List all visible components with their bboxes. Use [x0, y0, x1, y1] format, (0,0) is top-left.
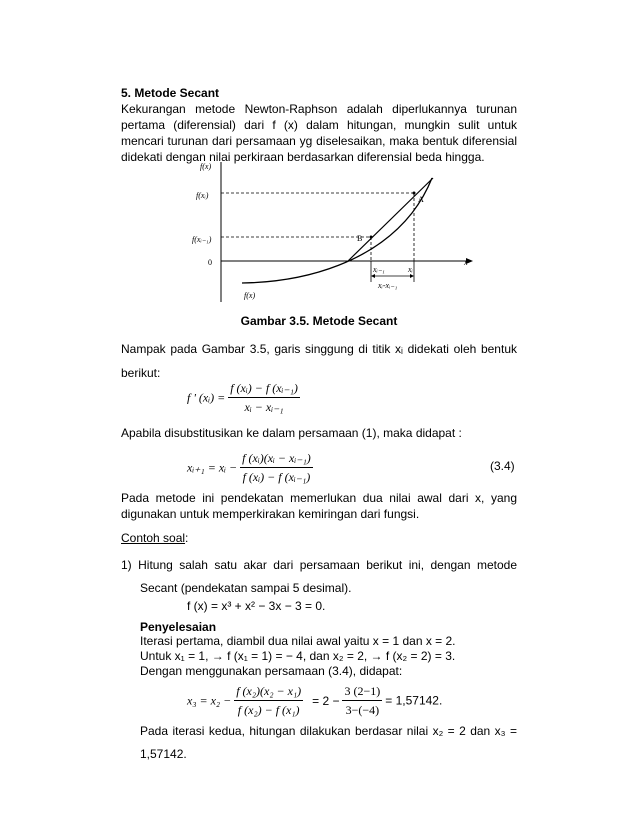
- tick-fxi: f(xᵢ): [196, 191, 209, 200]
- function-curve: [242, 178, 432, 283]
- tick-fxi1: f(xᵢ₋₁): [192, 235, 212, 244]
- example-heading-colon: :: [185, 531, 189, 545]
- para1-line1: Nampak pada Gambar 3.5, garis singgung di titik xᵢ didekati oleh bentuk: [121, 342, 517, 356]
- point-b-label: B: [357, 234, 363, 243]
- eq1-denominator: xᵢ − xᵢ₋₁: [244, 400, 284, 414]
- eq3-numerator: f (x₂)(x₂ − x₁): [234, 683, 303, 701]
- eq1-lhs: f ' (xᵢ) =: [187, 390, 226, 405]
- point-b: [370, 236, 373, 239]
- solution-heading: Penyelesaian: [140, 620, 217, 634]
- para2: Apabila disubstitusikan ke dalam persamaan (1), maka didapat :: [121, 426, 462, 440]
- figure-caption: Gambar 3.5. Metode Secant: [240, 314, 398, 328]
- dx-label: xᵢ-xᵢ₋₁: [378, 281, 398, 290]
- eq3-denominator: f (x₂) − f (x₁): [237, 703, 300, 717]
- section-title: 5. Metode Secant: [121, 86, 220, 100]
- secant-figure: [190, 158, 480, 304]
- solution-line3: Dengan menggunakan persamaan (3.4), didapat:: [140, 664, 403, 678]
- para3-line2: digunakan untuk memperkirakan kemiringan dari fungsi.: [121, 507, 420, 521]
- para3-line1: Pada metode ini pendekatan memerlukan dua nilai awal dari x, yang: [121, 491, 517, 505]
- eq1-numerator: f (xᵢ) − f (xᵢ₋₁): [228, 380, 300, 398]
- question-1-equation: f (x) = x³ + x² − 3x − 3 = 0.: [187, 599, 326, 613]
- x-im1-label: xᵢ₋₁: [373, 265, 385, 274]
- example-heading-text: Contoh soal: [121, 531, 186, 545]
- intro-line-1: Kekurangan metode Newton-Raphson adalah diperlukannya turunan: [121, 102, 517, 116]
- eq2-denominator: f (xᵢ) − f (xᵢ₋₁): [242, 470, 311, 484]
- point-a: [413, 192, 416, 195]
- solution-line1: Iterasi pertama, diambil dua nilai awal yaitu x = 1 dan x = 2.: [140, 634, 456, 648]
- example-heading: [121, 530, 188, 546]
- curve-label: f(x): [244, 291, 256, 300]
- eq3-mid: = 2 −: [312, 693, 340, 708]
- equation-x3: [187, 683, 442, 718]
- equation-3-4: [187, 450, 313, 485]
- equation-number: (3.4): [490, 459, 515, 473]
- question-1-line1: 1) Hitung salah satu akar dari persamaan berikut ini, dengan metode: [121, 558, 517, 572]
- para1-line2: berikut:: [121, 366, 161, 380]
- secant-diagram: [190, 158, 480, 304]
- intro-line-4: didekati dengan nilai perkiraan berdasarkan diferensial beda hingga.: [121, 150, 485, 164]
- equation-1: [187, 380, 300, 415]
- eq3-numerator-2: 3 (2−1): [342, 683, 382, 701]
- iteration2-line2: 1,57142.: [140, 747, 187, 761]
- point-a-label: A: [418, 195, 424, 204]
- solution-line2: Untuk x₁ = 1, → f (x₁ = 1) = − 4, dan x₂ = 2, → f (x₂ = 2) = 3.: [140, 649, 456, 663]
- figure-xlabel: x: [464, 258, 468, 267]
- secant-line: [348, 178, 433, 261]
- iteration2-line1: Pada iterasi kedua, hitungan dilakukan berdasar nilai x₂ = 2 dan x₃ =: [140, 724, 517, 738]
- intro-line-3: mencari turunan dari persamaan yg diselesaikan, maka bentuk diferensial: [121, 134, 517, 148]
- eq2-numerator: f (xᵢ)(xᵢ − xᵢ₋₁): [240, 450, 313, 468]
- eq3-lhs: x₃ = x₂ −: [187, 693, 232, 708]
- figure-ylabel: f(x): [200, 162, 212, 171]
- eq2-lhs: xᵢ₊₁ = xᵢ −: [187, 460, 238, 475]
- eq3-denominator-2: 3−(−4): [345, 703, 380, 717]
- origin-label: 0: [208, 258, 212, 267]
- intro-line-2: pertama (diferensial) dari f (x) dalam hitungan, mungkin sulit untuk: [121, 118, 517, 132]
- x-i-label: xᵢ: [408, 265, 413, 274]
- eq3-result: = 1,57142.: [385, 693, 443, 708]
- question-1-line2: Secant (pendekatan sampai 5 desimal).: [140, 581, 352, 595]
